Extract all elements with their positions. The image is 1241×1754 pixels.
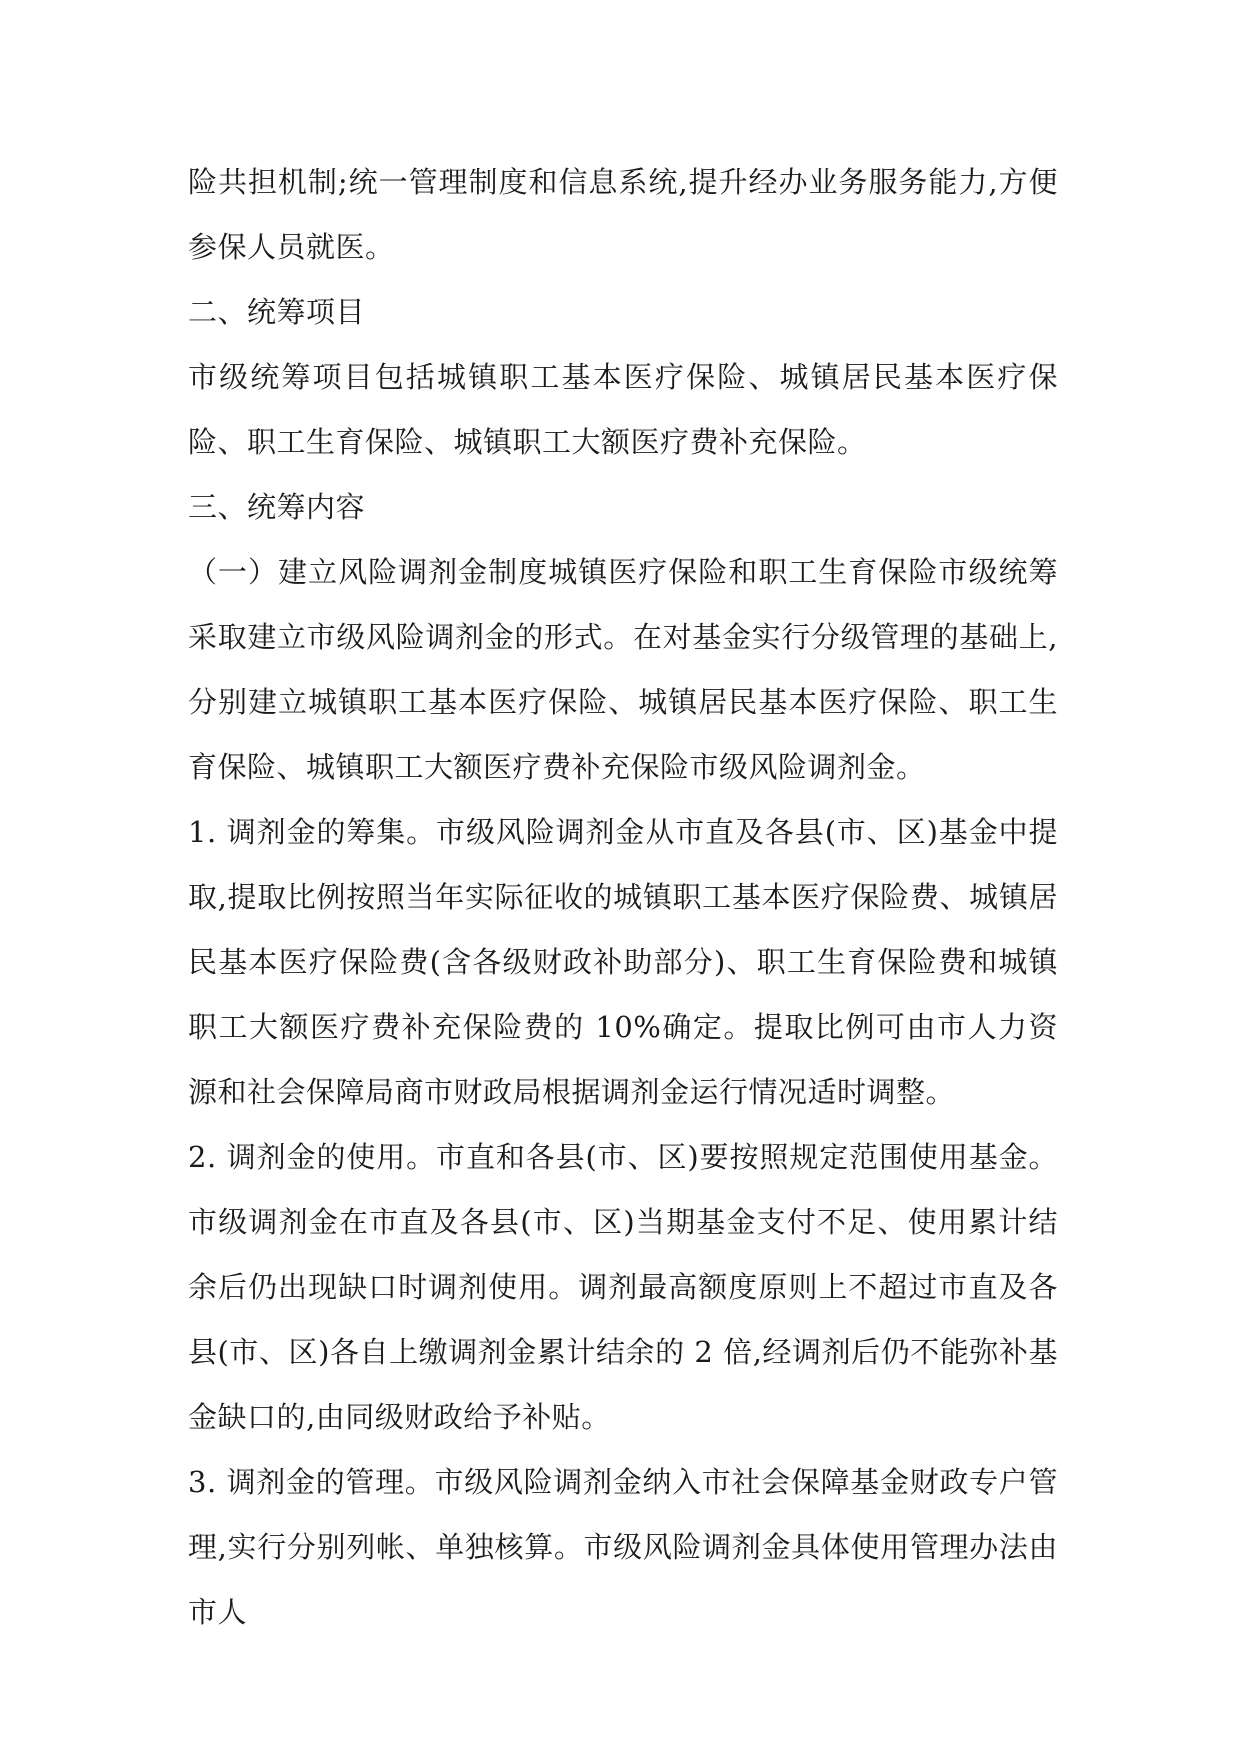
paragraph-fund-management: 3. 调剂金的管理。市级风险调剂金纳入市社会保障基金财政专户管理,实行分别列帐、单独核算。市级风险调剂金具体使用管理办法由市人 — [188, 1465, 1058, 1629]
paragraph-coordination-items: 市级统筹项目包括城镇职工基本医疗保险、城镇居民基本医疗保险、职工生育保险、城镇职工大额医疗费补充保险。 — [188, 360, 1058, 459]
paragraph-continuation: 险共担机制;统一管理制度和信息系统,提升经办业务服务能力,方便参保人员就医。 — [188, 165, 1058, 264]
document-body — [188, 150, 1058, 1645]
section-heading-2: 二、统筹项目 — [188, 295, 366, 329]
paragraph-fund-usage: 2. 调剂金的使用。市直和各县(市、区)要按照规定范围使用基金。市级调剂金在市直及各县(市、区)当期基金支付不足、使用累计结余后仍出现缺口时调剂使用。调剂最高额度原则上不超过市直及各县(市、区)各自上缴调剂金累计结余的 2 倍,经调剂后仍不能弥补基金缺口的,由同级财政给予补贴。 — [188, 1140, 1058, 1434]
section-heading-3: 三、统筹内容 — [188, 490, 366, 524]
paragraph-fund-raising: 1. 调剂金的筹集。市级风险调剂金从市直及各县(市、区)基金中提取,提取比例按照当年实际征收的城镇职工基本医疗保险费、城镇居民基本医疗保险费(含各级财政补助部分)、职工生育保险费和城镇职工大额医疗费补充保险费的 10%确定。提取比例可由市人力资源和社会保障局商市财政局根据调剂金运行情况适时调整。 — [188, 815, 1058, 1109]
paragraph-risk-fund-system: （一）建立风险调剂金制度城镇医疗保险和职工生育保险市级统筹采取建立市级风险调剂金的形式。在对基金实行分级管理的基础上,分别建立城镇职工基本医疗保险、城镇居民基本医疗保险、职工生育保险、城镇职工大额医疗费补充保险市级风险调剂金。 — [188, 555, 1058, 784]
